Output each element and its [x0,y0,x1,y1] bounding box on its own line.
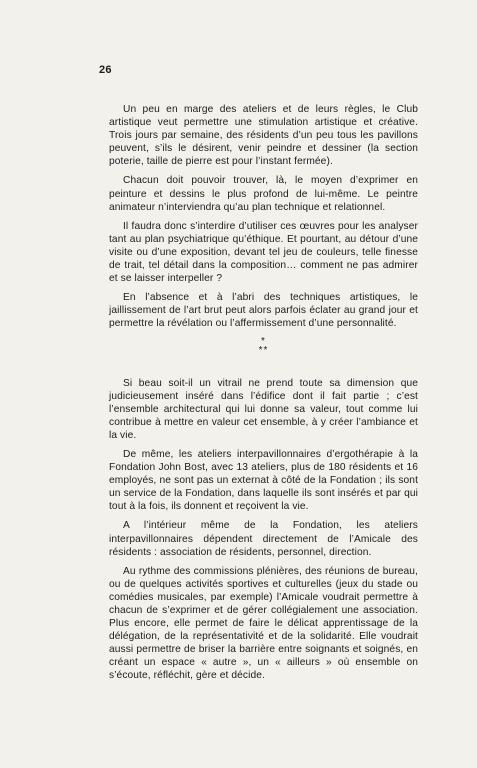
paragraph: De même, les ateliers interpavillonnaires d’ergothérapie à la Fondation John Bost, avec 13 ateliers, plus de 180 résidents et 16 employés, ne sont pas un externat à côté de la Fondation ; ils sont un service de la Fondation, dans laquelle ils sont insérés et par qui tout à la fois, ils donnent et reçoivent la vie. [109,448,418,513]
section-separator: * ** [258,335,269,356]
paragraph: A l’intérieur même de la Fondation, les ateliers interpavillonnaires dépendent directement de l’Amicale des résidents : association de résidents, personnel, direction. [109,520,418,558]
paragraph: Au rythme des commissions plénières, des réunions de bureau, ou de quelques activités sportives et culturelles (jeux du stade ou comédies musicales, par exemple) l’Amicale voudrait permettre à chacun de s’exprimer et de gérer collégialement une association. Plus encore, elle permet de faire le délicat apprentissage de la délégation, de la représentativité et de la solidarité. Elle voudrait aussi permettre de briser la barrière entre soignants et soignés, en créant un espace « autre », un « ailleurs » où ensemble on s’écoute, réfléchit, gère et décide. [109,565,418,682]
paragraph: Chacun doit pouvoir trouver, là, le moyen d’exprimer en peinture et dessins le plus profond de lui-même. Le peintre animateur n’interviendra qu’au plan technique et relationnel. [109,175,418,213]
body-text [109,103,418,689]
paragraph: Il faudra donc s’interdire d’utiliser ces œuvres pour les analyser tant au plan psychiatrique qu’éthique. Et pourtant, au détour d’une visite ou d’une exposition, devant tel jeu de couleurs, telle finesse de trait, tel détail dans la composition… comment ne pas admirer et se laisser interpeller ? [109,220,418,285]
page-number: 26 [99,64,112,76]
paragraph: Un peu en marge des ateliers et de leurs règles, le Club artistique veut permettre une stimulation artistique et créative. Trois jours par semaine, des résidents d’un peu tous les pavillons peuvent, s’ils le désirent, venir peindre et dessiner (la section poterie, taille de pierre est pour l’instant fermée). [109,104,418,168]
paragraph: En l’absence et à l’abri des techniques artistiques, le jaillissement de l’art brut peut alors parfois éclater au grand jour et permettre la révélation ou l’affermissement d’une personnalité. [109,292,418,330]
paragraph: Si beau soit-il un vitrail ne prend toute sa dimension que judicieusement inséré dans l’édifice dont il fait partie ; c’est l’ensemble architectural qui lui donne sa valeur, tout comme lui contribue à mettre en valeur cet ensemble, à y créer l’ambiance et la vie. [109,377,418,441]
